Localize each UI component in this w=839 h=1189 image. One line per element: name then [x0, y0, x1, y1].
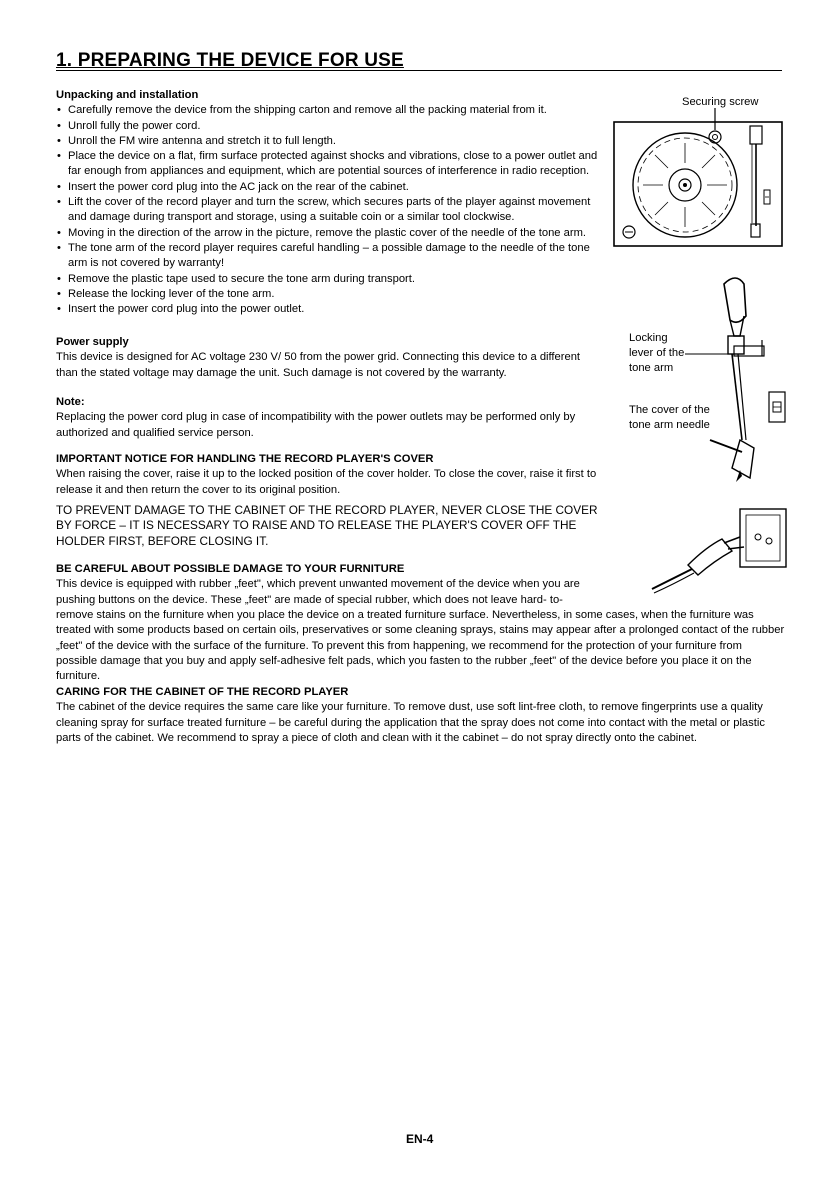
note-heading: Note: — [56, 396, 85, 408]
important-heading: IMPORTANT NOTICE FOR HANDLING THE RECORD PLAYER'S COVER — [56, 453, 434, 465]
note-text: Replacing the power cord plug in case of incompatibility with the power outlets may be performed only by authorized and qualified service person. — [56, 411, 576, 439]
locking-lever-label-line: tone arm — [629, 362, 674, 374]
caring-section — [56, 685, 786, 746]
caring-heading: CARING FOR THE CABINET OF THE RECORD PLAYER — [56, 686, 349, 698]
furniture-section — [56, 562, 586, 608]
list-item: • Remove the plastic tape used to secure the tone arm during transport. — [56, 272, 601, 287]
page-title: 1. PREPARING THE DEVICE FOR USE — [56, 50, 404, 71]
furniture-text-a: This device is equipped with rubber „feet", which prevent unwanted movement of the device when you are pushing buttons on the device. These „feet" are made of special rubber, which does not leave hard- to- — [56, 578, 580, 606]
caring-text: The cabinet of the device requires the same care like your furniture. To remove dust, use soft lint-free cloth, to remove fingerprints use a quality cleaning spray for surface treated furniture – be careful during the application that the spray does not come into contact with the metal or plastic parts of the cabinet. We recommend to spray a piece of cloth and clean with it the cabinet – do not spray directly onto the cabinet. — [56, 701, 765, 744]
list-item: • Lift the cover of the record player and turn the screw, which secures parts of the player against movement and damage during transport and storage, using a suitable coin or a similar tool clockwise. — [56, 195, 601, 226]
furniture-section-continued — [56, 608, 786, 684]
unpacking-list — [56, 103, 601, 317]
list-item: • Unroll the FM wire antenna and stretch it to full length. — [56, 134, 601, 149]
power-supply-text: This device is designed for AC voltage 230 V/ 50 from the power grid. Connecting this device to a different than the stated voltage may damage the unit. Such damage is not covered by the warranty. — [56, 351, 581, 379]
important-section — [56, 452, 601, 550]
important-text: When raising the cover, raise it up to the locked position of the cover holder. To close the cover, raise it first to release it and then return the cover to its original position. — [56, 468, 597, 496]
list-item: • The tone arm of the record player requires careful handling – a possible damage to the needle of the tone arm is not covered by warranty! — [56, 241, 601, 272]
power-plug-illustration — [648, 503, 790, 598]
needle-cover-label-line: tone arm needle — [629, 419, 710, 431]
unpacking-section — [56, 88, 601, 317]
list-item: • Carefully remove the device from the shipping carton and remove all the packing material from it. — [56, 103, 601, 118]
needle-cover-label-line: The cover of the — [629, 404, 710, 416]
locking-lever-label — [629, 331, 684, 376]
page-number: EN-4 — [406, 1132, 434, 1146]
securing-screw-label: Securing screw — [682, 96, 759, 108]
important-caps-text: TO PREVENT DAMAGE TO THE CABINET OF THE RECORD PLAYER, NEVER CLOSE THE COVER BY FORCE – IT IS NECESSARY TO RAISE AND TO RELEASE THE PLAYER'S COVER OFF THE HOLDER FIRST, BEFORE CLOSING IT. — [56, 502, 598, 549]
list-item: • Release the locking lever of the tone arm. — [56, 287, 601, 302]
list-item: • Unroll fully the power cord. — [56, 119, 601, 134]
power-supply-section — [56, 335, 591, 381]
list-item: • Insert the power cord plug into the power outlet. — [56, 302, 601, 317]
furniture-text-b: remove stains on the furniture when you place the device on a treated furniture surface. Nevertheless, in some cases, when the furniture was treated with some products based on certain oils, preservatives or some cleaning sprays, stains may appear after a prolonged contact of the rubber „feet" of the device with the surface of the furniture. To prevent this from happening, we recommend for the protection of your furniture from possible damage that you buy and apply self-adhesive felt pads, which you fasten to the rubber „feet" of the device before you place it on the furniture. — [56, 609, 785, 683]
locking-lever-label-line: lever of the — [629, 347, 685, 359]
power-supply-heading: Power supply — [56, 336, 129, 348]
list-item: • Moving in the direction of the arrow in the picture, remove the plastic cover of the needle of the tone arm. — [56, 226, 601, 241]
list-item: • Place the device on a flat, firm surface protected against shocks and vibrations, close to a power outlet and far enough from appliances and equipment, which are potential sources of interference in radio reception. — [56, 149, 601, 180]
list-item: • Insert the power cord plug into the AC jack on the rear of the cabinet. — [56, 180, 601, 195]
furniture-heading: BE CAREFUL ABOUT POSSIBLE DAMAGE TO YOUR FURNITURE — [56, 563, 405, 575]
title-rule — [56, 70, 782, 71]
locking-lever-label-line: Locking — [629, 332, 668, 344]
tone-arm-illustration — [680, 270, 790, 490]
note-section — [56, 395, 586, 441]
unpacking-heading: Unpacking and installation — [56, 89, 199, 101]
turntable-illustration — [612, 108, 784, 248]
